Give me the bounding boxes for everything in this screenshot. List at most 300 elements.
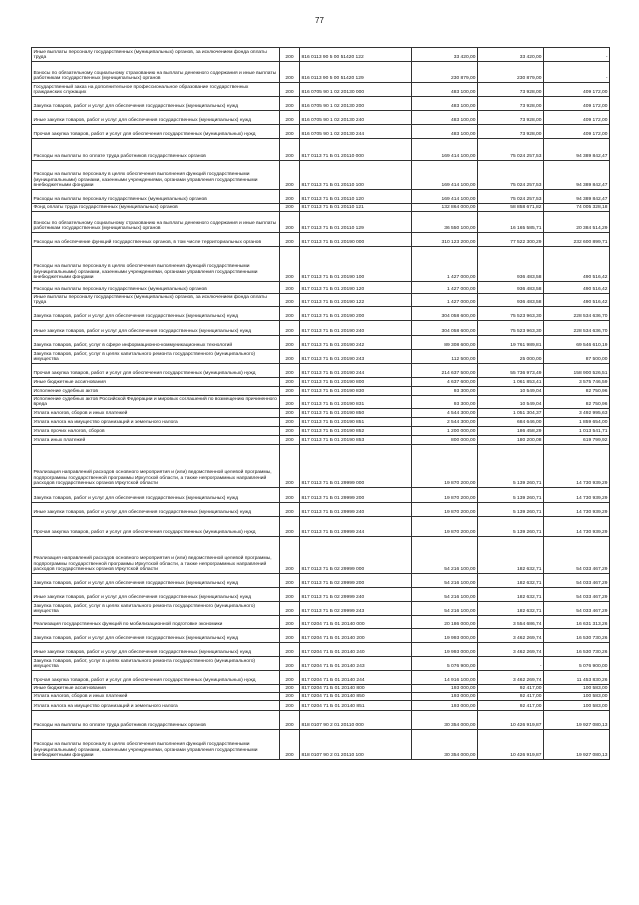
- expense-name-cell: Реализация направлений расходов основного мероприятия и (или) ведомственной целевой программы, подпрограммы государственной программы Иркутской области, а также непрограммных направлений расходов государственных органов Иркутской области: [32, 537, 280, 574]
- executed-amount-cell: 10 549,04: [478, 387, 544, 396]
- budget-classification-code-cell: 817 0113 71 Б 01 20190 853: [300, 436, 412, 445]
- expense-name-cell: Взносы по обязательному социальному страхованию на выплаты денежного содержания и иные выплаты работникам государственных (муниципальных) органов: [32, 62, 280, 83]
- line-code-cell: 200: [280, 48, 300, 62]
- approved-amount-cell: 54 216 100,00: [412, 588, 478, 602]
- executed-amount-cell: 182 632,71: [478, 574, 544, 588]
- line-code-cell: 200: [280, 212, 300, 233]
- unexecuted-amount-cell: 82 750,96: [544, 396, 610, 409]
- budget-classification-code-cell: 817 0113 71 Б 01 20190 244: [300, 364, 412, 378]
- budget-classification-code-cell: 816 0705 90 1 02 20130 244: [300, 125, 412, 139]
- approved-amount-cell: 2 544 300,00: [412, 418, 478, 427]
- budget-classification-code-cell: 817 0113 71 Б 01 20190 242: [300, 336, 412, 350]
- expense-name-cell: Закупка товаров, работ, услуг в целях капитального ремонта государственного (муниципального) имущества: [32, 602, 280, 616]
- expense-name-cell: Иные бюджетные ассигнования: [32, 378, 280, 387]
- unexecuted-amount-cell: 14 730 939,29: [544, 517, 610, 537]
- approved-amount-cell: 54 216 100,00: [412, 574, 478, 588]
- budget-classification-code-cell: 817 0113 71 Б 02 29999 243: [300, 602, 412, 616]
- expense-name-cell: Уплата иных платежей: [32, 436, 280, 445]
- budget-classification-code-cell: 817 0113 71 Б 01 20110 121: [300, 204, 412, 212]
- table-row: [32, 48, 610, 62]
- budget-classification-code-cell: 817 0113 71 Б 01 29999 240: [300, 503, 412, 517]
- executed-amount-cell: 182 632,71: [478, 602, 544, 616]
- table-row: [32, 396, 610, 409]
- expense-name-cell: Иные закупки товаров, работ и услуг для обеспечения государственных (муниципальных) нужд: [32, 643, 280, 657]
- expense-name-cell: Закупка товаров, работ и услуг для обеспечения государственных (муниципальных) нужд: [32, 488, 280, 503]
- table-row: [32, 247, 610, 282]
- budget-classification-code-cell: 817 0204 71 Б 01 20140 000: [300, 616, 412, 629]
- budget-classification-code-cell: 818 0107 90 2 01 20110 100: [300, 730, 412, 760]
- expense-name-cell: Иные бюджетные ассигнования: [32, 685, 280, 693]
- table-row: [32, 445, 610, 488]
- unexecuted-amount-cell: 3 575 746,59: [544, 378, 610, 387]
- approved-amount-cell: 93 300,00: [412, 396, 478, 409]
- unexecuted-amount-cell: 19 927 080,13: [544, 730, 610, 760]
- budget-classification-code-cell: 817 0113 71 Б 02 29999 000: [300, 537, 412, 574]
- table-row: [32, 161, 610, 190]
- budget-classification-code-cell: 817 0113 71 Б 01 20190 851: [300, 418, 412, 427]
- line-code-cell: 200: [280, 657, 300, 671]
- line-code-cell: 200: [280, 378, 300, 387]
- executed-amount-cell: 3 462 269,74: [478, 629, 544, 643]
- line-code-cell: 200: [280, 418, 300, 427]
- approved-amount-cell: 93 300,00: [412, 387, 478, 396]
- executed-amount-cell: 58 858 671,82: [478, 204, 544, 212]
- table-row: [32, 294, 610, 307]
- line-code-cell: 200: [280, 161, 300, 190]
- budget-classification-code-cell: 817 0113 71 Б 01 20190 831: [300, 396, 412, 409]
- expense-name-cell: Закупка товаров, работ и услуг для обеспечения государственных (муниципальных) нужд: [32, 574, 280, 588]
- approved-amount-cell: 193 000,00: [412, 693, 478, 701]
- unexecuted-amount-cell: 14 730 939,29: [544, 488, 610, 503]
- expense-name-cell: Уплата налогов, сборов и иных платежей: [32, 409, 280, 418]
- budget-classification-code-cell: 817 0113 71 Б 02 29999 240: [300, 588, 412, 602]
- table-row: [32, 436, 610, 445]
- expense-name-cell: Закупка товаров, работ и услуг для обеспечения государственных (муниципальных) нужд: [32, 307, 280, 321]
- executed-amount-cell: 3 462 269,74: [478, 671, 544, 685]
- approved-amount-cell: 19 993 000,00: [412, 629, 478, 643]
- table-body: [32, 48, 610, 760]
- table-row: [32, 657, 610, 671]
- expense-name-cell: Закупка товаров, работ и услуг для обеспечения государственных (муниципальных) нужд: [32, 97, 280, 111]
- budget-classification-code-cell: 817 0113 71 Б 01 20190 243: [300, 350, 412, 364]
- executed-amount-cell: 180 200,08: [478, 436, 544, 445]
- budget-classification-code-cell: 817 0204 71 Б 01 20140 243: [300, 657, 412, 671]
- executed-amount-cell: 75 024 257,53: [478, 139, 544, 161]
- table-row: [32, 693, 610, 701]
- approved-amount-cell: 19 993 000,00: [412, 643, 478, 657]
- table-row: [32, 643, 610, 657]
- executed-amount-cell: 5 139 260,71: [478, 445, 544, 488]
- executed-amount-cell: 182 632,71: [478, 588, 544, 602]
- unexecuted-amount-cell: 232 600 899,71: [544, 233, 610, 247]
- table-row: [32, 111, 610, 125]
- unexecuted-amount-cell: 16 530 730,26: [544, 629, 610, 643]
- line-code-cell: 200: [280, 282, 300, 294]
- approved-amount-cell: 310 123 200,00: [412, 233, 478, 247]
- expense-name-cell: Прочая закупка товаров, работ и услуг для обеспечения государственных (муниципальных) нужд: [32, 125, 280, 139]
- approved-amount-cell: 1 427 000,00: [412, 282, 478, 294]
- line-code-cell: 200: [280, 387, 300, 396]
- table-row: [32, 409, 610, 418]
- line-code-cell: 200: [280, 685, 300, 693]
- approved-amount-cell: 483 100,00: [412, 97, 478, 111]
- executed-amount-cell: 10 426 919,87: [478, 730, 544, 760]
- budget-classification-code-cell: 817 0113 71 Б 02 29999 200: [300, 574, 412, 588]
- executed-amount-cell: 3 554 686,74: [478, 616, 544, 629]
- line-code-cell: 200: [280, 730, 300, 760]
- table-row: [32, 671, 610, 685]
- executed-amount-cell: 1 051 304,37: [478, 409, 544, 418]
- approved-amount-cell: 19 870 200,00: [412, 503, 478, 517]
- table-row: [32, 212, 610, 233]
- line-code-cell: 200: [280, 294, 300, 307]
- expense-name-cell: Расходы на выплаты персоналу в целях обеспечения выполнения функций государственными (муниципальными) органами, казенными учреждениями, органами управления государственными внебюджетными фондами: [32, 247, 280, 282]
- unexecuted-amount-cell: 409 172,00: [544, 111, 610, 125]
- unexecuted-amount-cell: 1 013 541,71: [544, 427, 610, 436]
- expense-name-cell: Иные закупки товаров, работ и услуг для обеспечения государственных (муниципальных) нужд: [32, 321, 280, 336]
- unexecuted-amount-cell: 54 033 467,29: [544, 574, 610, 588]
- executed-amount-cell: 75 024 257,53: [478, 190, 544, 204]
- executed-amount-cell: 936 483,58: [478, 247, 544, 282]
- line-code-cell: 200: [280, 616, 300, 629]
- line-code-cell: 200: [280, 503, 300, 517]
- unexecuted-amount-cell: 490 516,42: [544, 282, 610, 294]
- line-code-cell: 200: [280, 111, 300, 125]
- line-code-cell: 200: [280, 693, 300, 701]
- line-code-cell: 200: [280, 139, 300, 161]
- budget-classification-code-cell: 817 0113 71 Б 01 20190 800: [300, 378, 412, 387]
- unexecuted-amount-cell: 14 730 939,29: [544, 503, 610, 517]
- table-row: [32, 685, 610, 693]
- budget-classification-code-cell: 817 0113 71 Б 01 20190 000: [300, 233, 412, 247]
- approved-amount-cell: 36 550 100,00: [412, 212, 478, 233]
- unexecuted-amount-cell: 54 033 467,29: [544, 537, 610, 574]
- expense-name-cell: Расходы на выплаты по оплате труда работников государственных органов: [32, 139, 280, 161]
- unexecuted-amount-cell: 16 631 313,26: [544, 616, 610, 629]
- table-row: [32, 701, 610, 711]
- executed-amount-cell: 33 420,00: [478, 48, 544, 62]
- table-row: [32, 503, 610, 517]
- table-row: [32, 588, 610, 602]
- unexecuted-amount-cell: 54 033 467,29: [544, 602, 610, 616]
- executed-amount-cell: 186 458,29: [478, 427, 544, 436]
- budget-classification-code-cell: 817 0204 71 Б 01 20140 244: [300, 671, 412, 685]
- executed-amount-cell: 92 417,00: [478, 701, 544, 711]
- line-code-cell: 200: [280, 83, 300, 97]
- unexecuted-amount-cell: 100 583,00: [544, 685, 610, 693]
- expense-name-cell: Расходы на выплаты персоналу в целях обеспечения выполнения функций государственными (муниципальными) органами, казенными учреждениями, органами управления государственными внебюджетными фондами: [32, 730, 280, 760]
- table-row: [32, 125, 610, 139]
- table-row: [32, 321, 610, 336]
- approved-amount-cell: 54 216 100,00: [412, 537, 478, 574]
- line-code-cell: 200: [280, 233, 300, 247]
- line-code-cell: 200: [280, 307, 300, 321]
- table-row: [32, 602, 610, 616]
- table-row: [32, 537, 610, 574]
- approved-amount-cell: 214 637 500,00: [412, 364, 478, 378]
- table-row: [32, 574, 610, 588]
- budget-classification-code-cell: 817 0113 71 Б 01 20190 830: [300, 387, 412, 396]
- approved-amount-cell: 30 354 000,00: [412, 711, 478, 730]
- approved-amount-cell: 54 216 100,00: [412, 602, 478, 616]
- executed-amount-cell: 684 646,00: [478, 418, 544, 427]
- table-row: [32, 97, 610, 111]
- budget-classification-code-cell: 817 0113 71 Б 01 20110 129: [300, 212, 412, 233]
- unexecuted-amount-cell: 19 927 080,13: [544, 711, 610, 730]
- executed-amount-cell: 92 417,00: [478, 693, 544, 701]
- line-code-cell: 200: [280, 204, 300, 212]
- budget-classification-code-cell: 817 0204 71 Б 01 20140 200: [300, 629, 412, 643]
- unexecuted-amount-cell: 3 492 995,63: [544, 409, 610, 418]
- table-row: [32, 282, 610, 294]
- budget-classification-code-cell: 817 0204 71 Б 01 20140 240: [300, 643, 412, 657]
- executed-amount-cell: 92 417,00: [478, 685, 544, 693]
- executed-amount-cell: 77 522 300,29: [478, 233, 544, 247]
- approved-amount-cell: 169 414 100,00: [412, 161, 478, 190]
- line-code-cell: 200: [280, 321, 300, 336]
- executed-amount-cell: 75 523 963,30: [478, 307, 544, 321]
- unexecuted-amount-cell: 54 033 467,29: [544, 588, 610, 602]
- unexecuted-amount-cell: 490 516,42: [544, 247, 610, 282]
- executed-amount-cell: 73 928,00: [478, 111, 544, 125]
- line-code-cell: 200: [280, 409, 300, 418]
- unexecuted-amount-cell: 5 076 900,00: [544, 657, 610, 671]
- budget-classification-code-cell: 817 0113 71 Б 01 20110 100: [300, 161, 412, 190]
- unexecuted-amount-cell: -: [544, 48, 610, 62]
- line-code-cell: 200: [280, 190, 300, 204]
- approved-amount-cell: 132 864 000,00: [412, 204, 478, 212]
- budget-classification-code-cell: 816 0705 90 1 02 20130 240: [300, 111, 412, 125]
- executed-amount-cell: 3 462 269,74: [478, 643, 544, 657]
- line-code-cell: 200: [280, 629, 300, 643]
- line-code-cell: 200: [280, 436, 300, 445]
- executed-amount-cell: 5 139 260,71: [478, 488, 544, 503]
- approved-amount-cell: 30 354 000,00: [412, 730, 478, 760]
- budget-classification-code-cell: 818 0107 90 2 01 20110 000: [300, 711, 412, 730]
- unexecuted-amount-cell: -: [544, 62, 610, 83]
- line-code-cell: 200: [280, 517, 300, 537]
- budget-classification-code-cell: 816 0113 90 5 00 51420 129: [300, 62, 412, 83]
- unexecuted-amount-cell: 490 516,42: [544, 294, 610, 307]
- budget-classification-code-cell: 817 0113 71 Б 01 20190 852: [300, 427, 412, 436]
- budget-classification-code-cell: 817 0113 71 Б 01 29999 200: [300, 488, 412, 503]
- unexecuted-amount-cell: 87 500,00: [544, 350, 610, 364]
- expense-name-cell: Расходы на обеспечение функций государственных органов, в том числе территориальных органов: [32, 233, 280, 247]
- table-row: [32, 62, 610, 83]
- unexecuted-amount-cell: 94 389 842,47: [544, 190, 610, 204]
- line-code-cell: 200: [280, 125, 300, 139]
- page-number: 77: [315, 16, 324, 25]
- table-row: [32, 730, 610, 760]
- executed-amount-cell: 1 061 853,41: [478, 378, 544, 387]
- approved-amount-cell: 19 870 200,00: [412, 488, 478, 503]
- unexecuted-amount-cell: 16 530 730,26: [544, 643, 610, 657]
- table-row: [32, 517, 610, 537]
- unexecuted-amount-cell: 228 534 636,70: [544, 307, 610, 321]
- executed-amount-cell: 25 000,00: [478, 350, 544, 364]
- expense-name-cell: Уплата налогов, сборов и иных платежей: [32, 693, 280, 701]
- table-row: [32, 387, 610, 396]
- unexecuted-amount-cell: 100 583,00: [544, 693, 610, 701]
- executed-amount-cell: 5 139 260,71: [478, 517, 544, 537]
- budget-classification-code-cell: 817 0204 71 Б 01 20140 800: [300, 685, 412, 693]
- table-row: [32, 139, 610, 161]
- approved-amount-cell: 19 870 200,00: [412, 445, 478, 488]
- table-row: [32, 190, 610, 204]
- expense-name-cell: Взносы по обязательному социальному страхованию на выплаты денежного содержания и иные выплаты работникам государственных (муниципальных) органов: [32, 212, 280, 233]
- budget-execution-table: [31, 47, 610, 760]
- expense-name-cell: Государственный заказ на дополнительное профессиональное образование государственных гражданских служащих: [32, 83, 280, 97]
- budget-classification-code-cell: 817 0113 71 Б 01 20110 120: [300, 190, 412, 204]
- unexecuted-amount-cell: 74 005 328,18: [544, 204, 610, 212]
- table-row: [32, 336, 610, 350]
- approved-amount-cell: 4 544 300,00: [412, 409, 478, 418]
- budget-classification-code-cell: 817 0204 71 Б 01 20140 851: [300, 701, 412, 711]
- expense-name-cell: Уплата прочих налогов, сборов: [32, 427, 280, 436]
- line-code-cell: 200: [280, 445, 300, 488]
- approved-amount-cell: 193 000,00: [412, 701, 478, 711]
- line-code-cell: 200: [280, 711, 300, 730]
- budget-classification-code-cell: 816 0705 90 1 02 20130 000: [300, 83, 412, 97]
- expense-name-cell: Прочая закупка товаров, работ и услуг для обеспечения государственных (муниципальных) нужд: [32, 517, 280, 537]
- table-row: [32, 204, 610, 212]
- budget-classification-code-cell: 816 0113 90 5 00 51420 122: [300, 48, 412, 62]
- approved-amount-cell: 230 879,00: [412, 62, 478, 83]
- expense-name-cell: Прочая закупка товаров, работ и услуг для обеспечения государственных (муниципальных) нужд: [32, 364, 280, 378]
- unexecuted-amount-cell: 20 384 514,29: [544, 212, 610, 233]
- unexecuted-amount-cell: 409 172,00: [544, 97, 610, 111]
- budget-classification-code-cell: 817 0113 71 Б 01 29999 244: [300, 517, 412, 537]
- table-row: [32, 350, 610, 364]
- expense-name-cell: Расходы на выплаты персоналу в целях обеспечения выполнения функций государственными (муниципальными) органами, казенными учреждениями, органами управления государственными внебюджетными фондами: [32, 161, 280, 190]
- line-code-cell: 200: [280, 701, 300, 711]
- unexecuted-amount-cell: 69 546 610,19: [544, 336, 610, 350]
- budget-classification-code-cell: 817 0113 71 Б 01 20190 850: [300, 409, 412, 418]
- expense-name-cell: Закупка товаров, работ и услуг для обеспечения государственных (муниципальных) нужд: [32, 629, 280, 643]
- table-row: [32, 427, 610, 436]
- table-row: [32, 488, 610, 503]
- expense-name-cell: Иные выплаты персоналу государственных (муниципальных) органов, за исключением фонда оплаты труда: [32, 294, 280, 307]
- executed-amount-cell: 16 165 585,71: [478, 212, 544, 233]
- table-row: [32, 616, 610, 629]
- unexecuted-amount-cell: 409 172,00: [544, 83, 610, 97]
- budget-classification-code-cell: 817 0113 71 Б 01 20190 200: [300, 307, 412, 321]
- expense-name-cell: Уплата налога на имущество организаций и земельного налога: [32, 701, 280, 711]
- approved-amount-cell: 483 100,00: [412, 83, 478, 97]
- line-code-cell: 200: [280, 671, 300, 685]
- expense-name-cell: Иные закупки товаров, работ и услуг для обеспечения государственных (муниципальных) нужд: [32, 111, 280, 125]
- executed-amount-cell: 75 024 257,53: [478, 161, 544, 190]
- approved-amount-cell: 1 427 000,00: [412, 247, 478, 282]
- expense-name-cell: Исполнение судебных актов: [32, 387, 280, 396]
- expense-name-cell: Уплата налога на имущество организаций и земельного налога: [32, 418, 280, 427]
- approved-amount-cell: 1 200 000,00: [412, 427, 478, 436]
- expense-name-cell: Расходы на выплаты персоналу государственных (муниципальных) органов: [32, 190, 280, 204]
- executed-amount-cell: 73 928,00: [478, 125, 544, 139]
- approved-amount-cell: 89 308 600,00: [412, 336, 478, 350]
- table-row: [32, 233, 610, 247]
- approved-amount-cell: 193 000,00: [412, 685, 478, 693]
- approved-amount-cell: 4 637 600,00: [412, 378, 478, 387]
- expense-name-cell: Иные выплаты персоналу государственных (муниципальных) органов, за исключением фонда оплаты труда: [32, 48, 280, 62]
- unexecuted-amount-cell: 158 900 526,51: [544, 364, 610, 378]
- line-code-cell: 200: [280, 588, 300, 602]
- budget-classification-code-cell: 817 0113 71 Б 01 20190 122: [300, 294, 412, 307]
- line-code-cell: 200: [280, 602, 300, 616]
- executed-amount-cell: 19 761 989,81: [478, 336, 544, 350]
- expense-name-cell: Прочая закупка товаров, работ и услуг для обеспечения государственных (муниципальных) нужд: [32, 671, 280, 685]
- table-row: [32, 364, 610, 378]
- line-code-cell: 200: [280, 643, 300, 657]
- approved-amount-cell: 14 916 100,00: [412, 671, 478, 685]
- budget-classification-code-cell: 817 0113 71 Б 01 20190 100: [300, 247, 412, 282]
- approved-amount-cell: 800 000,00: [412, 436, 478, 445]
- unexecuted-amount-cell: 619 799,92: [544, 436, 610, 445]
- line-code-cell: 200: [280, 427, 300, 436]
- expense-name-cell: Закупка товаров, работ, услуг в целях капитального ремонта государственного (муниципального) имущества: [32, 657, 280, 671]
- budget-classification-code-cell: 817 0113 71 Б 01 20190 240: [300, 321, 412, 336]
- unexecuted-amount-cell: 409 172,00: [544, 125, 610, 139]
- line-code-cell: 200: [280, 247, 300, 282]
- executed-amount-cell: 10 426 919,87: [478, 711, 544, 730]
- executed-amount-cell: 75 523 963,30: [478, 321, 544, 336]
- approved-amount-cell: 304 058 600,00: [412, 307, 478, 321]
- approved-amount-cell: 483 100,00: [412, 125, 478, 139]
- expense-name-cell: Иные закупки товаров, работ и услуг для обеспечения государственных (муниципальных) нужд: [32, 503, 280, 517]
- unexecuted-amount-cell: 94 389 842,47: [544, 161, 610, 190]
- line-code-cell: 200: [280, 97, 300, 111]
- unexecuted-amount-cell: 100 583,00: [544, 701, 610, 711]
- expense-name-cell: Расходы на выплаты персоналу государственных (муниципальных) органов: [32, 282, 280, 294]
- approved-amount-cell: 20 186 000,00: [412, 616, 478, 629]
- approved-amount-cell: 1 427 000,00: [412, 294, 478, 307]
- unexecuted-amount-cell: 82 750,96: [544, 387, 610, 396]
- approved-amount-cell: 5 076 900,00: [412, 657, 478, 671]
- approved-amount-cell: 169 414 100,00: [412, 190, 478, 204]
- executed-amount-cell: 936 483,58: [478, 282, 544, 294]
- line-code-cell: 200: [280, 350, 300, 364]
- executed-amount-cell: 182 632,71: [478, 537, 544, 574]
- unexecuted-amount-cell: 94 389 842,47: [544, 139, 610, 161]
- expense-name-cell: Исполнение судебных актов Российской Федерации и мировых соглашений по возмещению причиненного вреда: [32, 396, 280, 409]
- expense-name-cell: Реализация направлений расходов основного мероприятия и (или) ведомственной целевой программы, подпрограммы государственной программы Иркутской области, а также непрограммных направлений расходов государственных органов Иркутской области: [32, 445, 280, 488]
- executed-amount-cell: 10 549,04: [478, 396, 544, 409]
- budget-classification-code-cell: 817 0113 71 Б 01 20190 120: [300, 282, 412, 294]
- expense-name-cell: Закупка товаров, работ, услуг в сфере информационно-коммуникационных технологий: [32, 336, 280, 350]
- approved-amount-cell: 304 058 600,00: [412, 321, 478, 336]
- executed-amount-cell: -: [478, 657, 544, 671]
- unexecuted-amount-cell: 1 859 654,00: [544, 418, 610, 427]
- approved-amount-cell: 483 100,00: [412, 111, 478, 125]
- unexecuted-amount-cell: 14 730 939,29: [544, 445, 610, 488]
- table-row: [32, 629, 610, 643]
- line-code-cell: 200: [280, 62, 300, 83]
- unexecuted-amount-cell: 228 534 636,70: [544, 321, 610, 336]
- line-code-cell: 200: [280, 537, 300, 574]
- executed-amount-cell: 73 928,00: [478, 97, 544, 111]
- expense-name-cell: Иные закупки товаров, работ и услуг для обеспечения государственных (муниципальных) нужд: [32, 588, 280, 602]
- executed-amount-cell: 230 879,00: [478, 62, 544, 83]
- approved-amount-cell: 19 870 200,00: [412, 517, 478, 537]
- approved-amount-cell: 169 414 100,00: [412, 139, 478, 161]
- expense-name-cell: Закупка товаров, работ, услуг в целях капитального ремонта государственного (муниципального) имущества: [32, 350, 280, 364]
- line-code-cell: 200: [280, 574, 300, 588]
- expense-name-cell: Фонд оплаты труда государственных (муниципальных) органов: [32, 204, 280, 212]
- approved-amount-cell: 112 500,00: [412, 350, 478, 364]
- executed-amount-cell: 73 928,00: [478, 83, 544, 97]
- budget-classification-code-cell: 816 0705 90 1 02 20130 200: [300, 97, 412, 111]
- line-code-cell: 200: [280, 488, 300, 503]
